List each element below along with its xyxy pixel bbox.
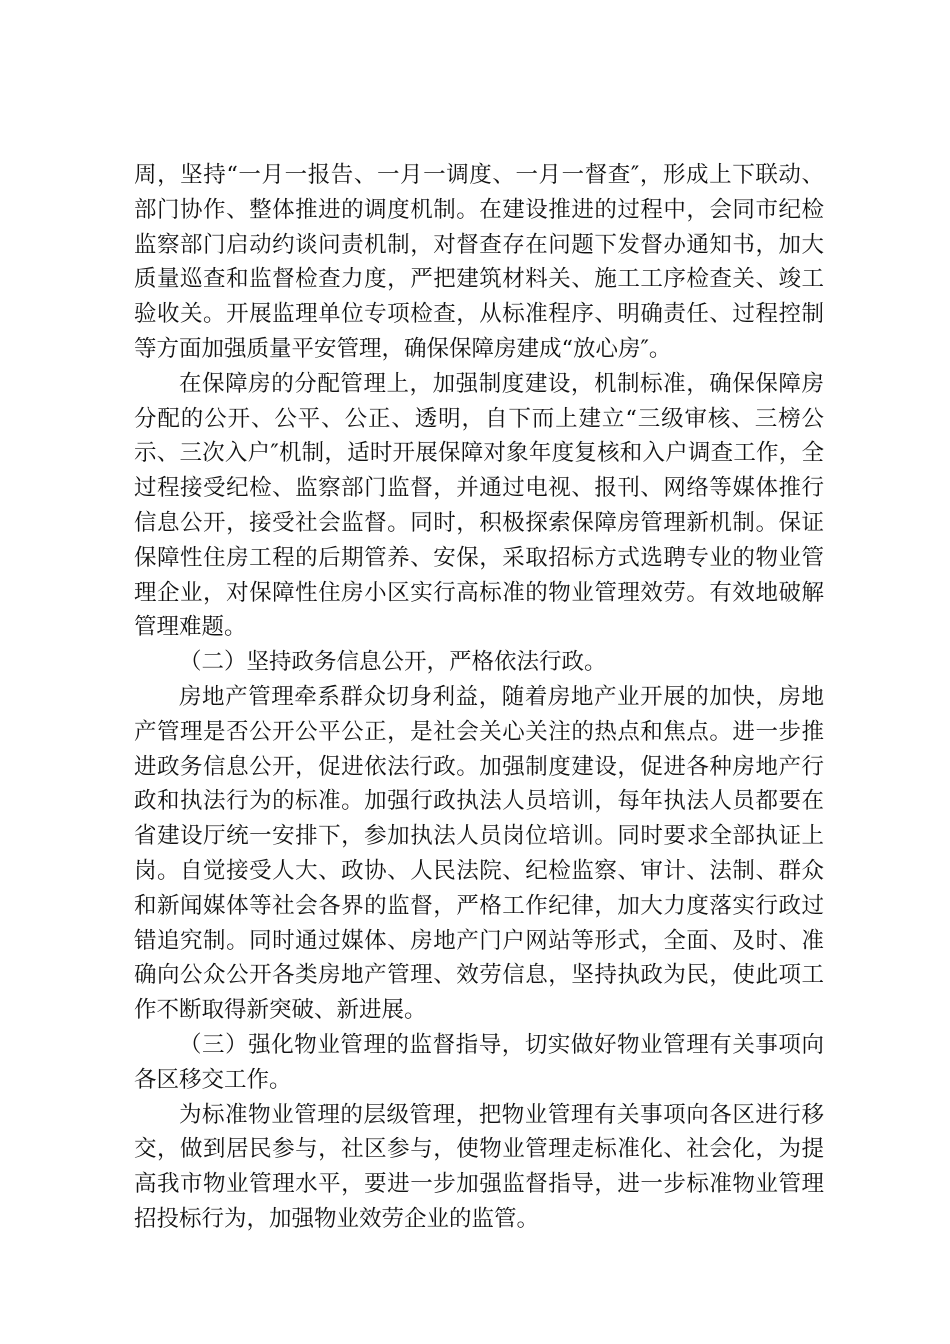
section-heading-3: （三）强化物业管理的监督指导，切实做好物业管理有关事项向各区移交工作。 [134,1031,824,1093]
paragraph-continuation: 周，坚持“一月一报告、一月一调度、一月一督查″，形成上下联动、部门协作、整体推进的调度机制。在建设推进的过程中，会同市纪检监察部门启动约谈问责机制，对督查存在问题下发督办通知书，加大质量巡查和监督检查力度，严把建筑材料关、施工工序检查关、竣工验收关。开展监理单位专项检查，从标准程序、明确责任、过程控制等方面加强质量平安管理，确保保障房建成“放心房″。 [134,162,824,362]
paragraph-property-management: 为标准物业管理的层级管理，把物业管理有关事项向各区进行移交，做到居民参与，社区参与，使物业管理走标准化、社会化，为提高我市物业管理水平，要进一步加强监督指导，进一步标准物业管理招投标行为，加强物业效劳企业的监管。 [134,1101,824,1232]
paragraph-distribution-management: 在保障房的分配管理上，加强制度建设，机制标准，确保保障房分配的公开、公平、公正、透明，自下而上建立“三级审核、三榜公示、三次入户″机制，适时开展保障对象年度复核和入户调查工作，全过程接受纪检、监察部门监督，并通过电视、报刊、网络等媒体推行信息公开，接受社会监督。同时，积极探索保障房管理新机制。保证保障性住房工程的后期管养、安保，采取招标方式选聘专业的物业管理企业，对保障性住房小区实行高标准的物业管理效劳。有效地破解管理难题。 [134,370,824,641]
paragraph-government-info: 房地产管理牵系群众切身利益，随着房地产业开展的加快，房地产管理是否公开公平公正，是社会关心关注的热点和焦点。进一步推进政务信息公开，促进依法行政。加强制度建设，促进各种房地产行政和执法行为的标准。加强行政执法人员培训，每年执法人员都要在省建设厅统一安排下，参加执法人员岗位培训。同时要求全部执证上岗。自觉接受人大、政协、人民法院、纪检监察、审计、法制、群众和新闻媒体等社会各界的监督，严格工作纪律，加大力度落实行政过错追究制。同时通过媒体、房地产门户网站等形式，全面、及时、准确向公众公开各类房地产管理、效劳信息，坚持执政为民，使此项工作不断取得新突破、新进展。 [134,683,824,1024]
section-heading-2: （二）坚持政务信息公开，严格依法行政。 [179,649,607,676]
document-body [134,158,824,1237]
